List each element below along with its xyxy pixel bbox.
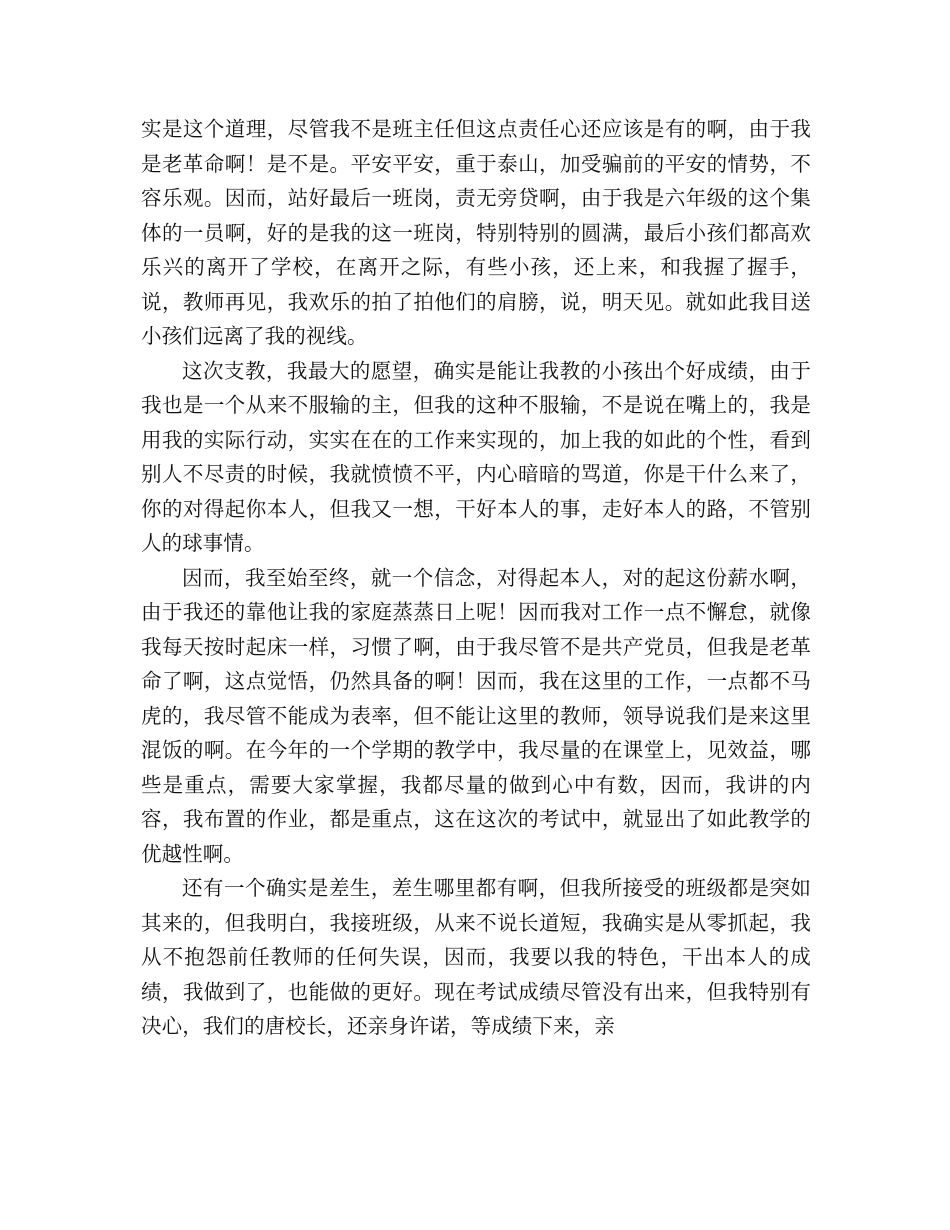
- paragraph-4: 还有一个确实是差生，差生哪里都有啊，但我所接受的班级都是突如其来的，但我明白，我接班级，从来不说长道短，我确实是从零抓起，我从不抱怨前任教师的任何失误，因而，我要以我的特色，干出本人的成绩，我做到了，也能做的更好。现在考试成绩尽管没有出来，但我特别有决心，我们的唐校长，还亲身许诺，等成绩下来，亲: [141, 876, 811, 1038]
- paragraph-1: 实是这个道理，尽管我不是班主任但这点责任心还应该是有的啊，由于我是老革命啊！是不是。平安平安，重于泰山，加受骗前的平安的情势，不容乐观。因而，站好最后一班岗，责无旁贷啊，由于我是六年级的这个集体的一员啊，好的是我的这一班岗，特别特别的圆满，最后小孩们都高欢乐兴的离开了学校，在离开之际，有些小孩，还上来，和我握了握手，说，教师再见，我欢乐的拍了拍他们的肩膀，说，明天见。就如此我目送小孩们远离了我的视线。: [141, 117, 811, 348]
- paragraph-2: 这次支教，我最大的愿望，确实是能让我教的小孩出个好成绩，由于我也是一个从来不服输的主，但我的这种不服输，不是说在嘴上的，我是用我的实际行动，实实在在的工作来实现的，加上我的如此的个性，看到别人不尽责的时候，我就愤愤不平，内心暗暗的骂道，你是干什么来了，你的对得起你本人，但我又一想，干好本人的事，走好本人的路，不管别人的球事情。: [141, 358, 811, 555]
- paragraph-3: 因而，我至始至终，就一个信念，对得起本人，对的起这份薪水啊，由于我还的靠他让我的家庭蒸蒸日上呢！因而我对工作一点不懈怠，就像我每天按时起床一样，习惯了啊，由于我尽管不是共产党员，但我是老革命了啊，这点觉悟，仍然具备的啊！因而，我在这里的工作，一点都不马虎的，我尽管不能成为表率，但不能让这里的教师，领导说我们是来这里混饭的啊。在今年的一个学期的教学中，我尽量的在课堂上，见效益，哪些是重点，需要大家掌握，我都尽量的做到心中有数，因而，我讲的内容，我布置的作业，都是重点，这在这次的考试中，就显出了如此教学的优越性啊。: [141, 565, 811, 866]
- document-page: [141, 112, 811, 1044]
